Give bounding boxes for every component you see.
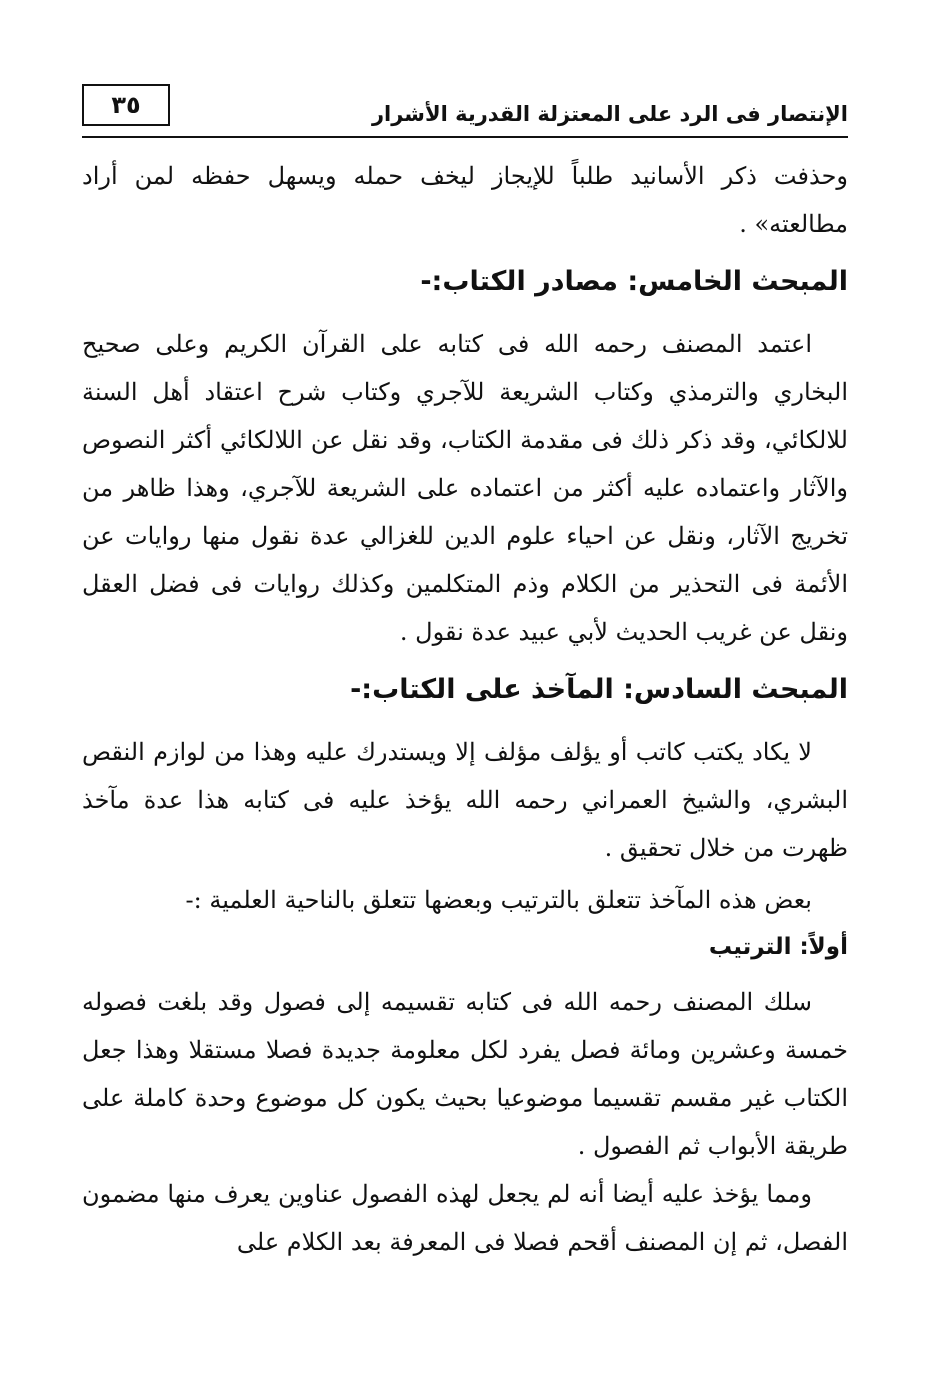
page-body	[82, 152, 848, 1266]
page-header	[82, 84, 848, 134]
section-heading-criticisms: المبحث السادس: المآخذ على الكتاب:-	[350, 674, 848, 705]
running-title: الإنتصار فى الرد على المعتزلة القدرية الأشرار	[371, 102, 848, 126]
header-rule	[82, 136, 848, 138]
subheading-arrangement: أولاً: الترتيب	[708, 934, 848, 960]
paragraph-preface-end: وحذفت ذكر الأسانيد طلباً للإيجاز ليخف حمله ويسهل حفظه لمن أراد مطالعته» .	[82, 162, 848, 238]
paragraph-criticisms-types: بعض هذه المآخذ تتعلق بالترتيب وبعضها تتعلق بالناحية العلمية :-	[185, 886, 812, 914]
paragraph-titles: ومما يؤخذ عليه أيضا أنه لم يجعل لهذه الفصول عناوين يعرف منها مضمون الفصل، ثم إن المصنف أقحم فصلا فى المعرفة بعد الكلام على	[82, 1180, 848, 1256]
paragraph-sources: اعتمد المصنف رحمه الله فى كتابه على القرآن الكريم وعلى صحيح البخاري والترمذي وكتاب الشريعة للآجري وكتاب شرح اعتقاد أهل السنة للالكائي، وقد ذكر ذلك فى مقدمة الكتاب، وقد نقل عن اللالكائي أكثر النصوص والآثار واعتماده عليه أكثر من اعتماده على الشريعة للآجري، وهذا ظاهر من تخريج الآثار، ونقل عن احياء علوم الدين للغزالي عدة نقول منها روايات عن الأئمة فى التحذير من الكلام وذم المتكلمين وكذلك روايات فى فضل العقل ونقل عن غريب الحديث لأبي عبيد عدة نقول .	[82, 330, 848, 646]
paragraph-arrangement: سلك المصنف رحمه الله فى كتابه تقسيمه إلى فصول وقد بلغت فصوله خمسة وعشرين ومائة فصل يفرد لكل معلومة جديدة فصلا مستقلا وهذا جعل الكتاب غير مقسم تقسيما موضوعيا بحيث يكون كل موضوع وحدة كاملة على طريقة الأبواب ثم الفصول .	[82, 988, 848, 1160]
page-number: ٣٥	[82, 84, 170, 126]
section-heading-sources: المبحث الخامس: مصادر الكتاب:-	[420, 266, 848, 297]
paragraph-criticisms-intro: لا يكاد يكتب كاتب أو يؤلف مؤلف إلا ويستدرك عليه وهذا من لوازم النقص البشري، والشيخ العمراني رحمه الله يؤخذ عليه فى كتابه هذا عدة مآخذ ظهرت من خلال تحقيق .	[82, 738, 848, 862]
